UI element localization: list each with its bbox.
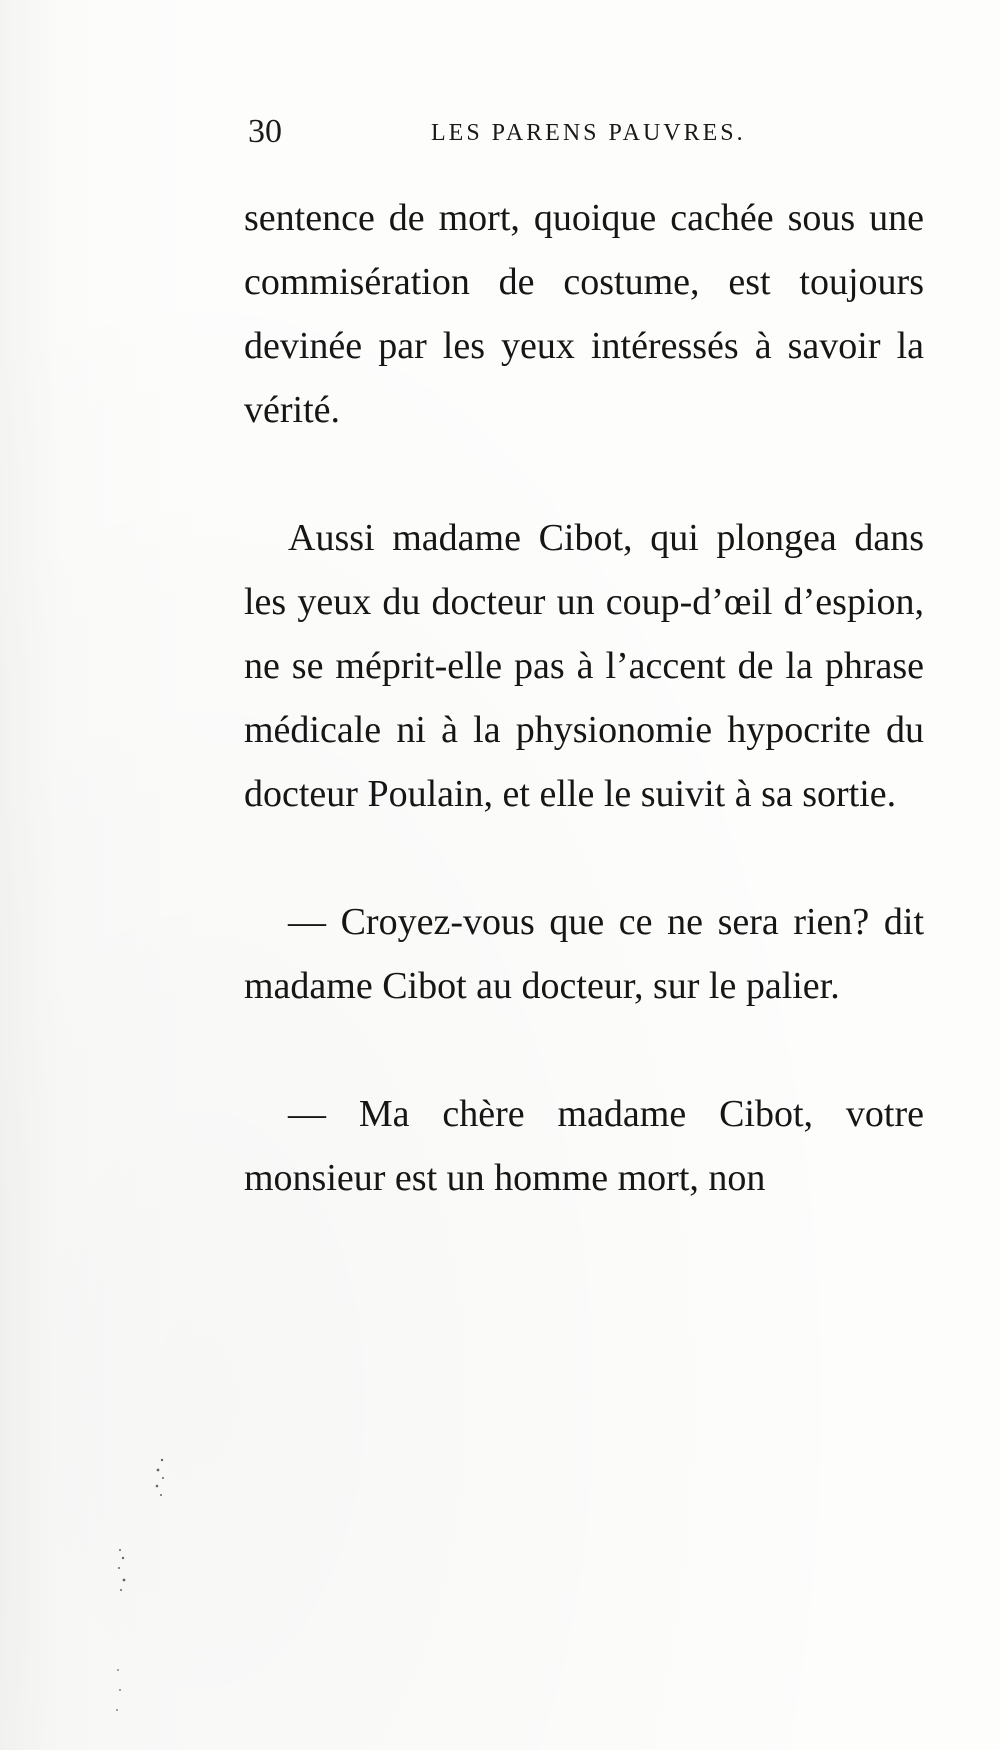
running-head <box>248 112 768 152</box>
page-number: 30 <box>248 113 282 150</box>
running-title: LES PARENS PAUVRES. <box>431 120 746 146</box>
body-text <box>244 186 924 1210</box>
paragraph-2: Aussi madame Cibot, qui plongea dans les yeux du docteur un coup-d’œil d’espion, ne se méprit-elle pas à l’accent de la phrase médicale ni à la physionomie hypocrite du docteur Poulain, et elle le suivit à sa sortie. <box>244 517 924 815</box>
paragraph-1: sentence de mort, quoique cachée sous une commisération de costume, est toujours devinée par les yeux intéressés à savoir la vérité. <box>244 197 924 431</box>
paragraph-3: — Croyez-vous que ce ne sera rien? dit madame Cibot au docteur, sur le palier. <box>244 901 924 1007</box>
margin-speckle-marks <box>100 1440 180 1740</box>
paragraph-4: — Ma chère madame Cibot, votre monsieur est un homme mort, non <box>244 1093 924 1199</box>
